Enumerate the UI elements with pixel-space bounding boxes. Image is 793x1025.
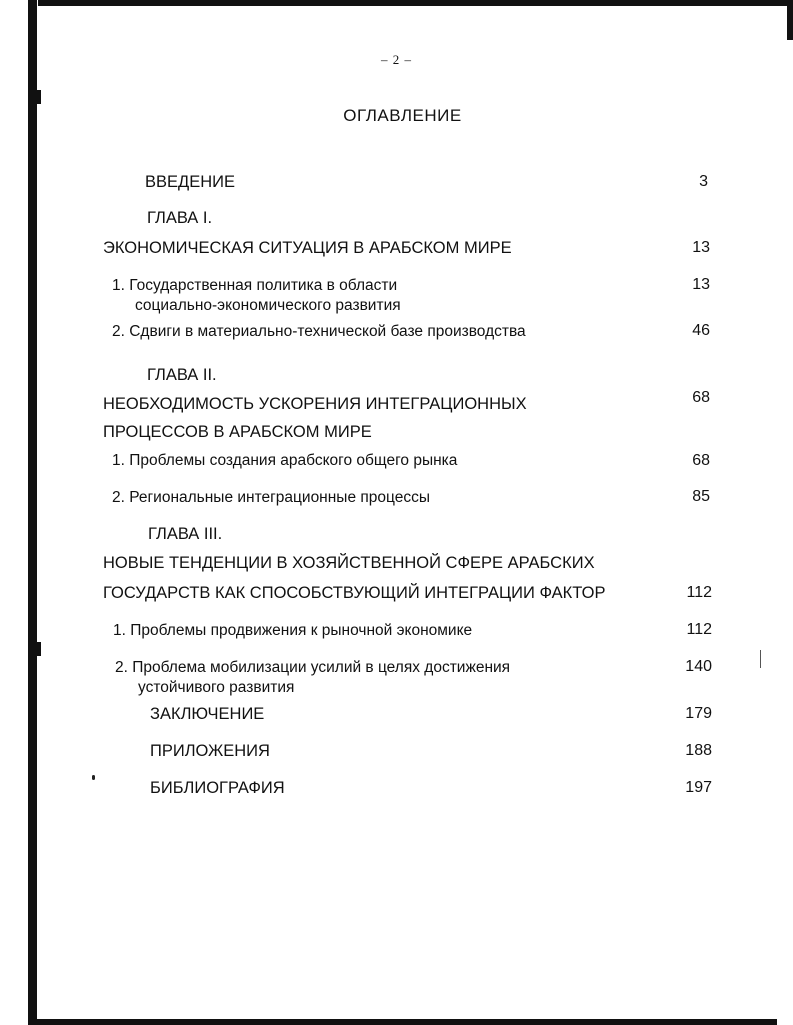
section-1-1-page: 13 [692, 276, 710, 293]
chapter-3-title-line2: ГОСУДАРСТВ КАК СПОСОБСТВУЮЩИЙ ИНТЕГРАЦИИ ФАКТОР [103, 584, 606, 602]
chapter-1-title: ЭКОНОМИЧЕСКАЯ СИТУАЦИЯ В АРАБСКОМ МИРЕ [103, 239, 512, 257]
chapter-2-page: 68 [692, 389, 710, 406]
scan-speck [92, 775, 95, 780]
section-1-2-page: 46 [692, 322, 710, 339]
toc-entry-conclusion: ЗАКЛЮЧЕНИЕ [150, 705, 265, 723]
chapter-3-page: 112 [686, 584, 712, 601]
scan-edge-bottom [37, 1019, 777, 1025]
section-2-1: 1. Проблемы создания арабского общего рынка [112, 452, 458, 469]
scan-mark [760, 650, 761, 668]
toc-entry-intro: ВВЕДЕНИЕ [145, 173, 235, 191]
section-3-2-line1: 2. Проблема мобилизации усилий в целях достижения [115, 659, 511, 676]
section-3-2-page: 140 [685, 658, 712, 675]
section-2-2: 2. Региональные интеграционные процессы [112, 489, 430, 506]
scan-edge-top [38, 0, 793, 6]
scan-edge-left [28, 0, 37, 1025]
chapter-3-label: ГЛАВА III. [148, 525, 223, 543]
section-1-2: 2. Сдвиги в материально-технической базе производства [112, 323, 526, 340]
scan-edge-notch [37, 90, 41, 104]
toc-page-appendices: 188 [685, 742, 712, 759]
toc-entry-bibliography: БИБЛИОГРАФИЯ [150, 779, 285, 797]
section-3-1-page: 112 [686, 621, 712, 638]
page-title: ОГЛАВЛЕНИЕ [343, 106, 462, 125]
chapter-2-title-line1: НЕОБХОДИМОСТЬ УСКОРЕНИЯ ИНТЕГРАЦИОННЫХ [103, 395, 527, 413]
scan-edge-right [787, 0, 793, 40]
chapter-1-page: 13 [692, 239, 710, 256]
chapter-3-title-line1: НОВЫЕ ТЕНДЕНЦИИ В ХОЗЯЙСТВЕННОЙ СФЕРЕ АРАБСКИХ [103, 554, 595, 572]
toc-page-conclusion: 179 [685, 705, 712, 722]
section-1-1-line1: 1. Государственная политика в области [112, 277, 398, 294]
section-3-2-line2: устойчивого развития [138, 679, 295, 696]
section-1-1-line2: социально-экономического развития [135, 297, 401, 314]
toc-page-intro: 3 [699, 173, 708, 190]
toc-page-bibliography: 197 [685, 779, 712, 796]
chapter-2-title-line2: ПРОЦЕССОВ В АРАБСКОМ МИРЕ [103, 423, 372, 441]
chapter-2-label: ГЛАВА II. [147, 366, 217, 384]
section-2-1-page: 68 [692, 452, 710, 469]
toc-entry-appendices: ПРИЛОЖЕНИЯ [150, 742, 270, 760]
scan-edge-notch [37, 642, 41, 656]
section-3-1: 1. Проблемы продвижения к рыночной экономике [113, 622, 473, 639]
section-2-2-page: 85 [692, 488, 710, 505]
page-number: – 2 – [381, 52, 412, 67]
chapter-1-label: ГЛАВА I. [147, 209, 213, 227]
